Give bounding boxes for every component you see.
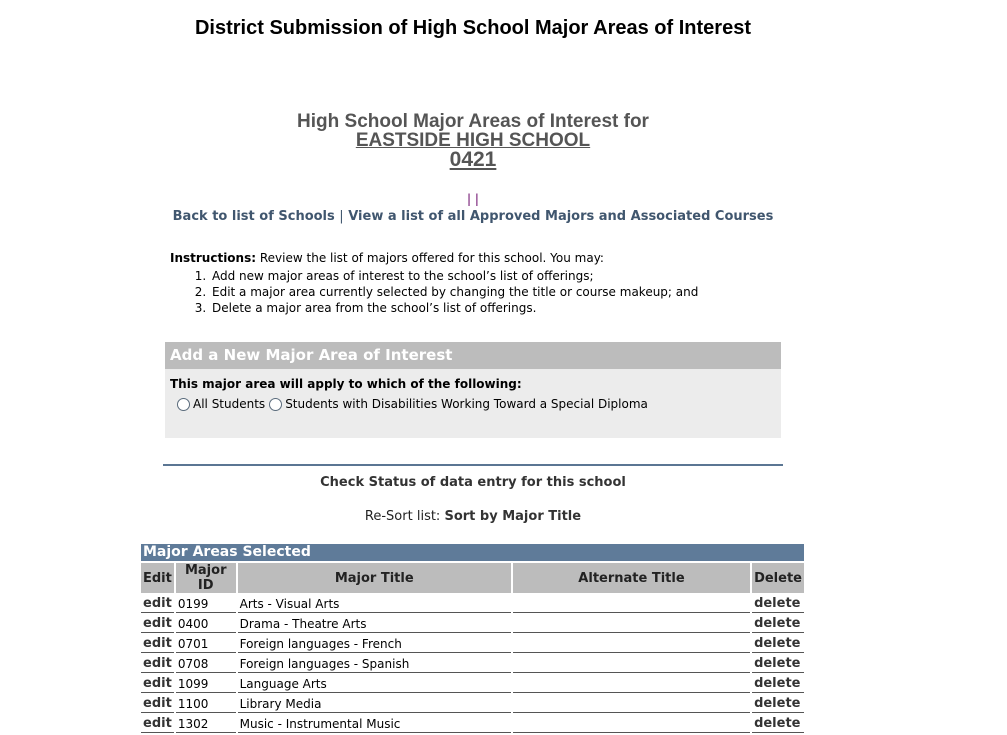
instruction-item: 1. Add new major areas of interest to the school’s list of offerings; <box>210 268 698 284</box>
major-id-cell: 1099 <box>176 675 236 693</box>
school-code: 0421 <box>449 148 497 171</box>
add-major-header: Add a New Major Area of Interest <box>165 342 781 369</box>
nav-separator: | <box>339 209 344 224</box>
majors-caption: Major Areas Selected <box>141 544 804 561</box>
alternate-title-cell <box>513 595 750 613</box>
sort-by-title-link[interactable]: Sort by Major Title <box>444 509 582 524</box>
col-edit: Edit <box>141 563 174 593</box>
page-title: District Submission of High School Major Areas of Interest <box>194 17 751 39</box>
table-row <box>141 655 804 673</box>
approved-majors-link[interactable]: View a list of all Approved Majors and Associated Courses <box>348 209 774 224</box>
table-row <box>141 675 804 693</box>
table-row <box>141 695 804 713</box>
resort-label: Re-Sort list: <box>364 509 441 524</box>
instructions-label: Instructions: <box>170 251 257 265</box>
instructions-text: Review the list of majors offered for this school. You may: <box>259 251 604 265</box>
delete-link[interactable]: delete <box>752 635 804 653</box>
special-diploma-radio[interactable] <box>269 398 282 411</box>
delete-link[interactable]: delete <box>752 675 804 693</box>
alternate-title-cell <box>513 695 750 713</box>
major-id-cell: 0701 <box>176 635 236 653</box>
major-id-cell: 1100 <box>176 695 236 713</box>
alternate-title-cell <box>513 635 750 653</box>
edit-link[interactable]: edit <box>141 595 174 613</box>
major-title-cell: Arts - Visual Arts <box>238 595 511 613</box>
table-row <box>141 715 804 733</box>
major-title-cell: Foreign languages - Spanish <box>238 655 511 673</box>
school-heading-label: High School Major Areas of Interest for <box>297 111 649 132</box>
major-id-cell: 1302 <box>176 715 236 733</box>
table-header-row <box>141 563 804 593</box>
instructions <box>170 250 698 316</box>
col-delete: Delete <box>752 563 804 593</box>
resort-line <box>0 509 946 524</box>
edit-link[interactable]: edit <box>141 695 174 713</box>
majors-table <box>139 561 806 735</box>
nav-links <box>0 209 946 224</box>
table-row <box>141 615 804 633</box>
alternate-title-cell <box>513 675 750 693</box>
major-title-cell: Language Arts <box>238 675 511 693</box>
delete-link[interactable]: delete <box>752 615 804 633</box>
all-students-label: All Students <box>193 397 266 411</box>
instructions-list <box>170 268 698 316</box>
applies-to-question: This major area will apply to which of the following: <box>170 377 522 391</box>
all-students-radio[interactable] <box>177 398 190 411</box>
col-alternate-title: Alternate Title <box>513 563 750 593</box>
option-all-students[interactable] <box>177 397 265 411</box>
divider <box>163 464 783 466</box>
applies-to-options <box>177 397 781 411</box>
delete-link[interactable]: delete <box>752 595 804 613</box>
back-to-schools-link[interactable]: Back to list of Schools <box>172 209 335 224</box>
table-body <box>141 595 804 733</box>
edit-link[interactable]: edit <box>141 655 174 673</box>
major-title-cell: Drama - Theatre Arts <box>238 615 511 633</box>
instruction-item: 2. Edit a major area currently selected by changing the title or course makeup; and <box>210 284 698 300</box>
alternate-title-cell <box>513 715 750 733</box>
edit-link[interactable]: edit <box>141 615 174 633</box>
major-title-cell: Library Media <box>238 695 511 713</box>
delete-link[interactable]: delete <box>752 655 804 673</box>
add-major-panel <box>165 342 781 438</box>
col-major-title: Major Title <box>238 563 511 593</box>
instruction-item: 3. Delete a major area from the school’s list of offerings. <box>210 300 698 316</box>
alternate-title-cell <box>513 615 750 633</box>
major-id-cell: 0400 <box>176 615 236 633</box>
edit-link[interactable]: edit <box>141 635 174 653</box>
table-row <box>141 595 804 613</box>
delete-link[interactable]: delete <box>752 715 804 733</box>
majors-table-section <box>141 544 804 735</box>
school-name: EASTSIDE HIGH SCHOOL <box>355 130 591 151</box>
alternate-title-cell <box>513 655 750 673</box>
delete-link[interactable]: delete <box>752 695 804 713</box>
nav-pipes: | | <box>467 192 479 206</box>
major-title-cell: Foreign languages - French <box>238 635 511 653</box>
check-status-link[interactable]: Check Status of data entry for this school <box>320 475 626 490</box>
school-heading <box>0 112 946 171</box>
major-title-cell: Music - Instrumental Music <box>238 715 511 733</box>
major-id-cell: 0199 <box>176 595 236 613</box>
special-diploma-label: Students with Disabilities Working Toward a Special Diploma <box>285 397 648 411</box>
table-row <box>141 635 804 653</box>
col-major-id: Major ID <box>176 563 236 593</box>
edit-link[interactable]: edit <box>141 675 174 693</box>
major-id-cell: 0708 <box>176 655 236 673</box>
option-special-diploma[interactable] <box>269 397 648 411</box>
edit-link[interactable]: edit <box>141 715 174 733</box>
